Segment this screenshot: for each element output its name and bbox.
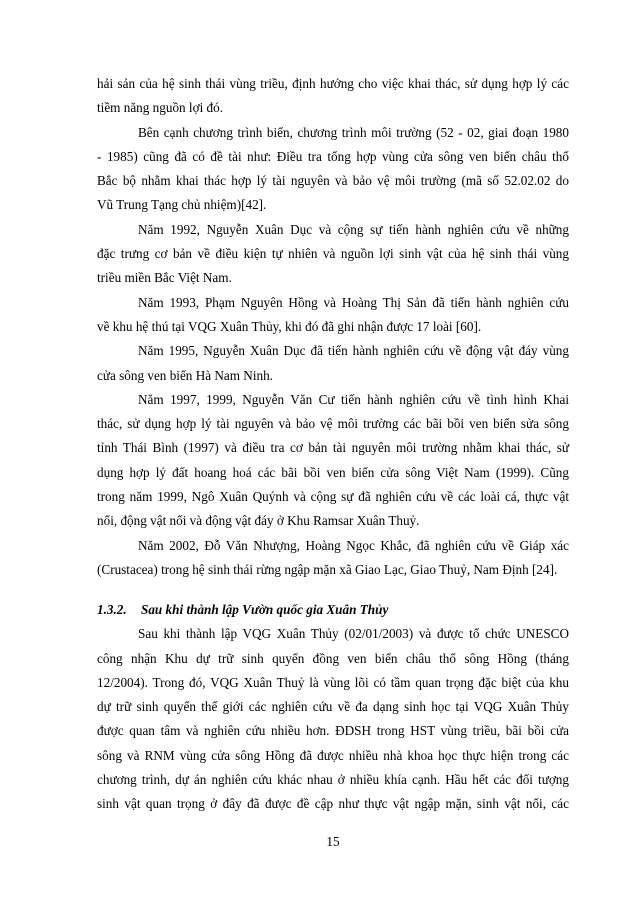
text-line: Năm 1997, 1999, Nguyễn Văn Cư tiến hành nghiên cứu về tình hình Khai bbox=[138, 391, 569, 407]
section-heading bbox=[97, 598, 569, 622]
paragraph bbox=[97, 534, 569, 583]
text-line: trong năm 1999, Ngô Xuân Quýnh và cộng sự đã nghiên cứu về các loài cá, thực vật bbox=[97, 489, 569, 505]
text-line: (Crustacea) trong hệ sinh thái rừng ngập mặn xã Giao Lạc, Giao Thuỷ, Nam Định [24]. bbox=[97, 561, 558, 577]
paragraph bbox=[97, 622, 569, 816]
text-line: cửa sông ven biển Hà Nam Ninh. bbox=[97, 367, 273, 383]
text-line: tỉnh Thái Bình (1997) và điều tra cơ bản tài nguyên môi trường nhằm khai thác, sử bbox=[97, 440, 569, 456]
paragraph bbox=[97, 388, 569, 534]
page-number: 15 bbox=[326, 834, 340, 849]
text-line: thác, sử dụng hợp lý tài nguyên và bảo vệ môi trường các bãi bồi ven biển sửa sông bbox=[97, 416, 569, 432]
paragraph bbox=[97, 218, 569, 291]
section-title: Sau khi thành lập Vườn quốc gia Xuân Thủy bbox=[141, 601, 389, 617]
text-line: được quan tâm và nghiên cứu nhiều hơn. ĐDSH trong HST vùng triều, bãi bồi cửa bbox=[97, 723, 569, 739]
text-line: - 1985) cũng đã có đề tài như: Điều tra tổng hợp vùng cửa sông ven biển châu thổ bbox=[97, 148, 569, 164]
text-line: về khu hệ thú tại VQG Xuân Thủy, khi đó đã ghi nhận được 17 loài [60]. bbox=[97, 318, 482, 334]
text-line: sông và RNM vùng cửa sông Hồng đã được nhiều nhà khoa học thực hiện trong các bbox=[97, 747, 569, 763]
paragraph bbox=[97, 339, 569, 388]
text-line: hải sản của hệ sinh thái vùng triều, định hướng cho việc khai thác, sử dụng hợp lý các bbox=[97, 76, 569, 91]
text-line: Bên cạnh chương trình biển, chương trình môi trường (52 - 02, giai đoạn 1980 bbox=[138, 124, 569, 140]
text-line: sinh vật quan trọng ở đây đã được đề cập như thực vật ngập mặn, sinh vật nổi, các bbox=[97, 796, 569, 812]
text-line: dự trữ sinh quyển thế giới các nghiên cứu về đa dạng sinh học tại VQG Xuân Thủy bbox=[97, 699, 569, 715]
text-line: Vũ Trung Tạng chủ nhiệm)[42]. bbox=[97, 197, 267, 213]
paragraph bbox=[97, 121, 569, 218]
text-line: triều miền Bắc Việt Nam. bbox=[97, 270, 232, 286]
body-text bbox=[97, 72, 569, 817]
text-line: Năm 2002, Đỗ Văn Nhượng, Hoàng Ngọc Khắc, đã nghiên cứu về Giáp xác bbox=[138, 537, 569, 553]
text-line: công nhận Khu dự trữ sinh quyển đồng ven biển châu thổ sông Hồng (tháng bbox=[97, 650, 569, 666]
section-number: 1.3.2. bbox=[97, 601, 127, 617]
text-line: nổi, động vật nổi và động vật đáy ở Khu Ramsar Xuân Thuỷ. bbox=[97, 513, 420, 529]
text-line: Năm 1992, Nguyễn Xuân Dục và cộng sự tiến hành nghiên cứu về những bbox=[138, 221, 569, 237]
text-line: chương trình, dự án nghiên cứu khác nhau ở nhiều khía cạnh. Hầu hết các đối tượng bbox=[97, 772, 569, 787]
text-line: 12/2004). Trong đó, VQG Xuân Thuỷ là vùng lõi có tầm quan trọng đặc biệt của khu bbox=[97, 674, 569, 690]
text-line: đặc trưng cơ bản về điều kiện tự nhiên và nguồn lợi sinh vật của hệ sinh thái vùng bbox=[97, 246, 569, 262]
text-line: dụng hợp lý đất hoang hoá các bãi bồi ven biển cửa sông Việt Nam (1999). Cũng bbox=[97, 464, 569, 480]
text-line: tiềm năng nguồn lợi đó. bbox=[97, 100, 224, 116]
text-line: Năm 1993, Phạm Nguyên Hồng và Hoàng Thị Sản đã tiến hành nghiên cứu bbox=[138, 294, 569, 310]
text-line: Bắc bộ nhằm khai thác hợp lý tài nguyên và bảo vệ môi trường (mã số 52.02.02 do bbox=[97, 173, 569, 189]
text-line: Năm 1995, Nguyễn Xuân Dục đã tiến hành nghiên cứu về động vật đáy vùng bbox=[138, 343, 569, 359]
text-line: Sau khi thành lập VQG Xuân Thủy (02/01/2003) và được tổ chức UNESCO bbox=[138, 626, 569, 642]
paragraph bbox=[97, 72, 569, 121]
paragraph bbox=[97, 291, 569, 340]
